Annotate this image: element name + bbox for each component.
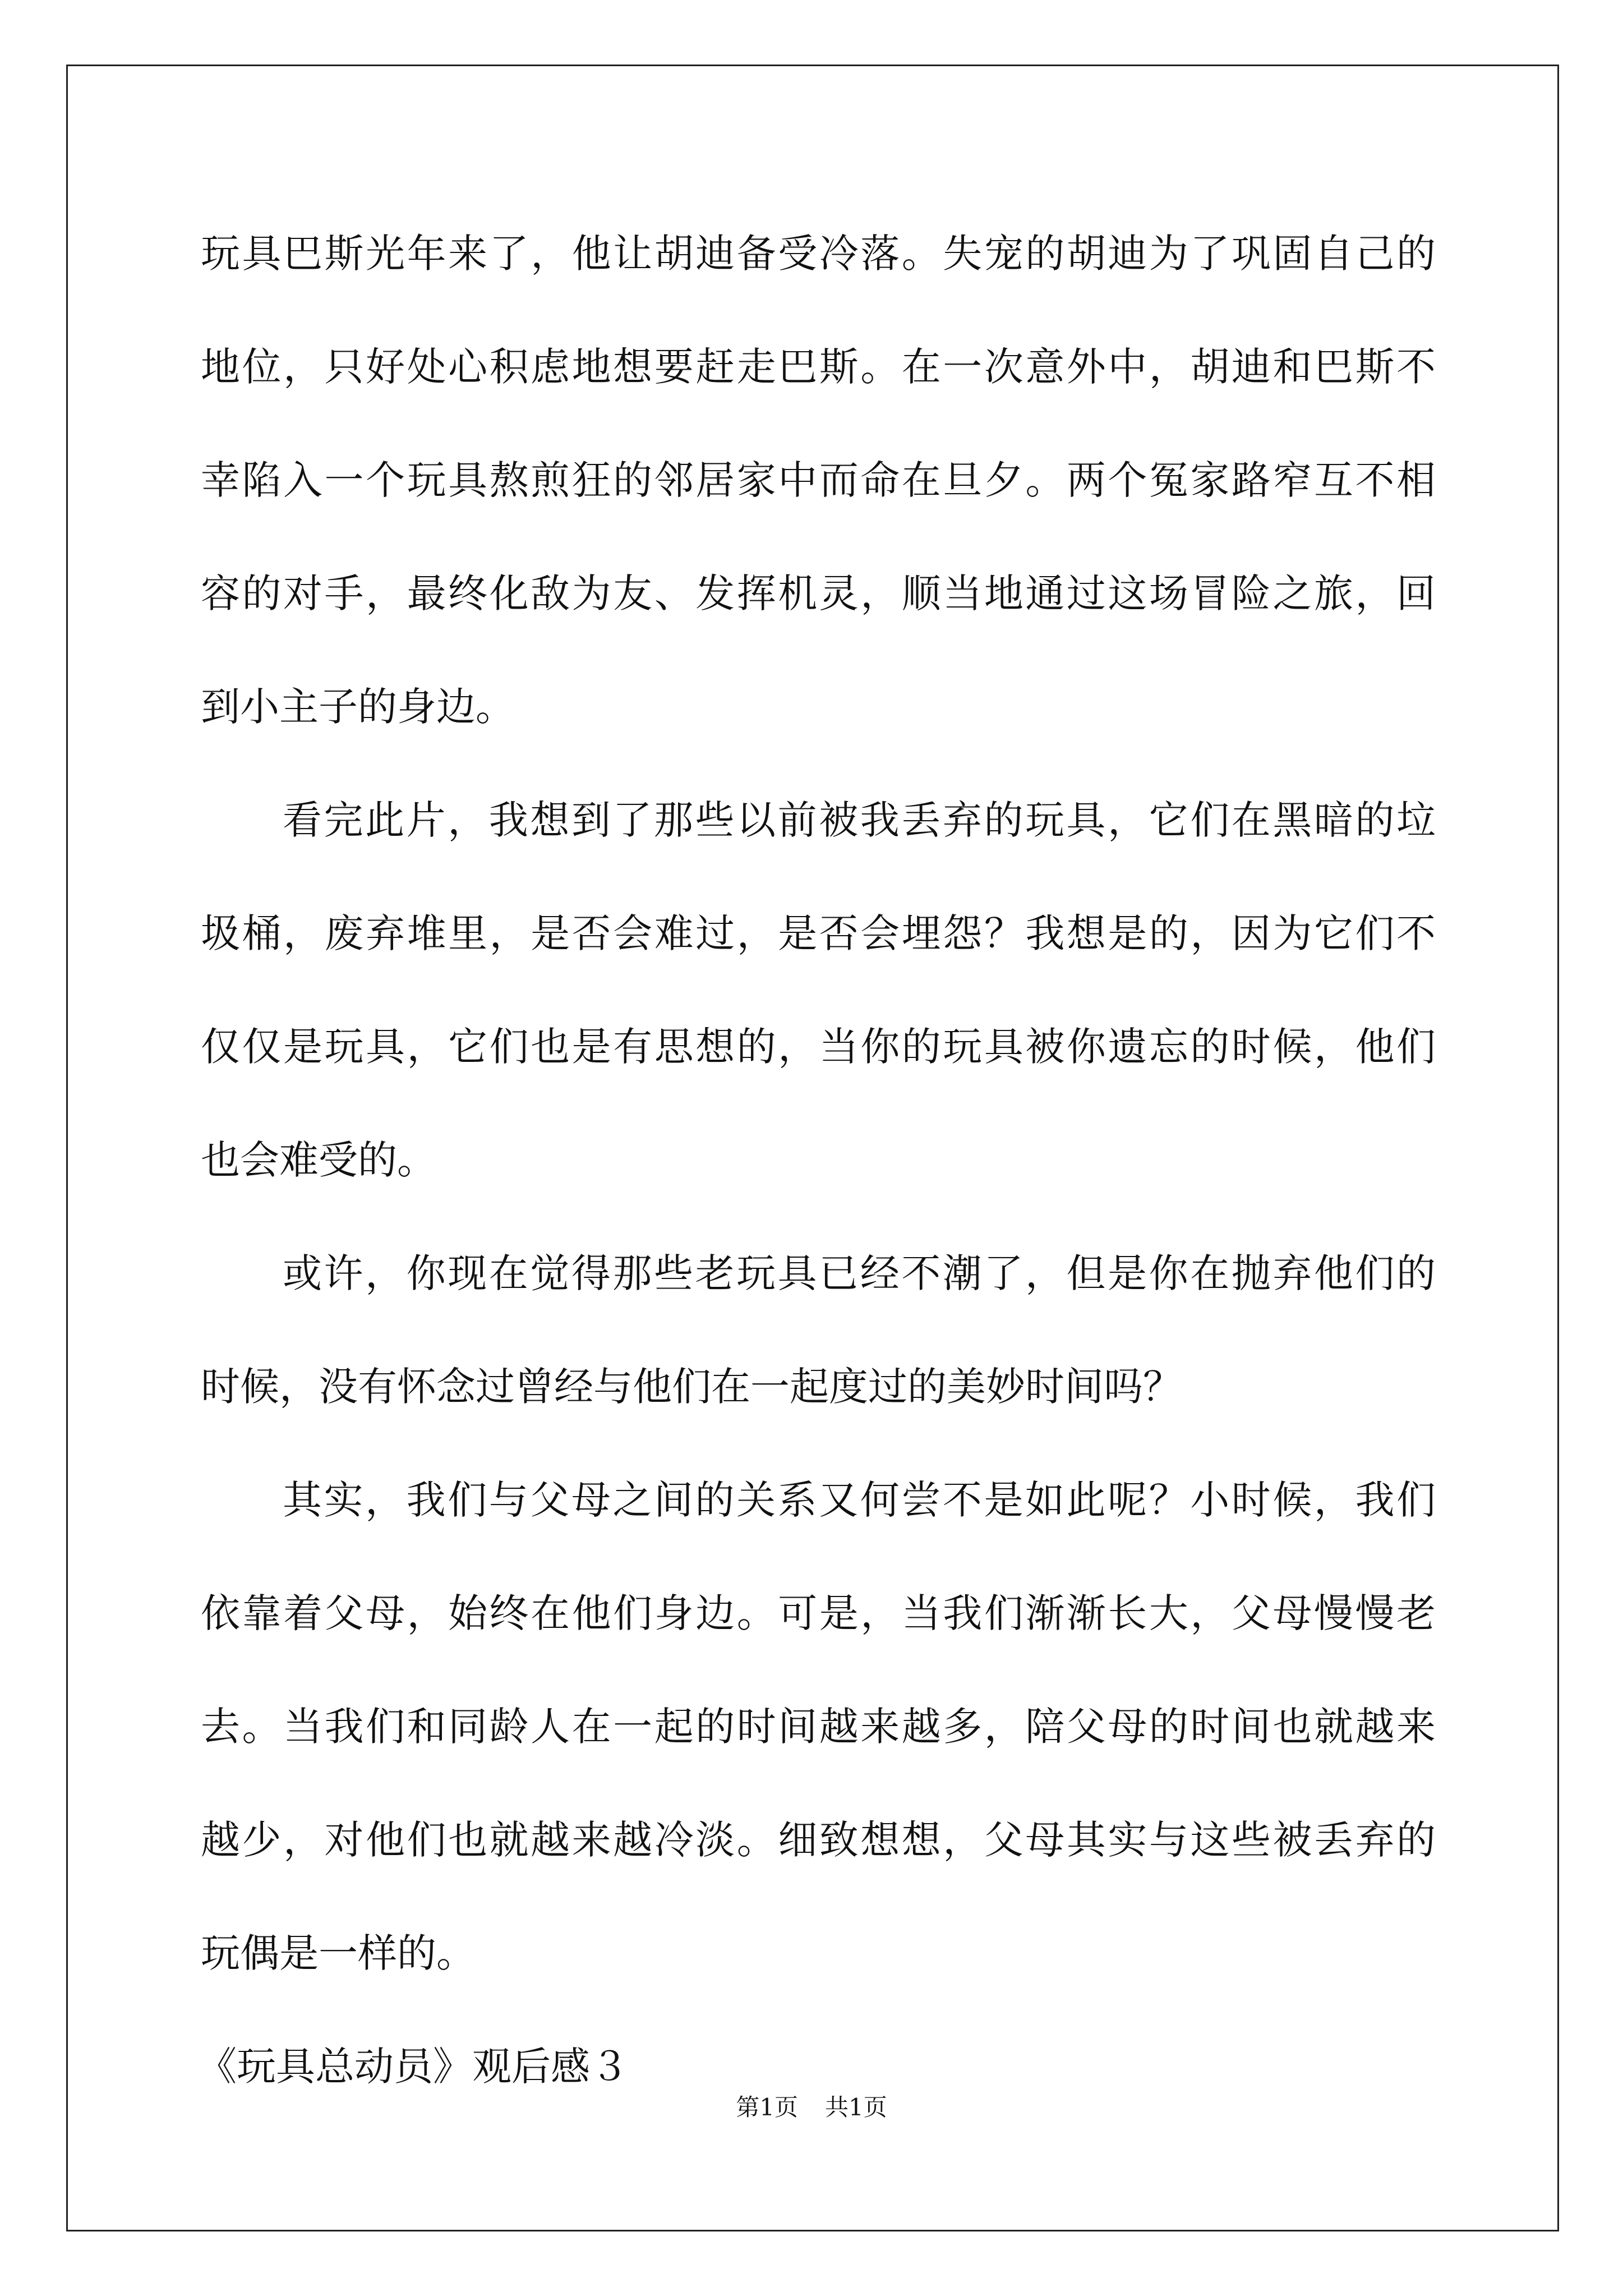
paragraph-3 — [201, 1234, 1436, 1461]
section-heading: 《玩具总动员》观后感３ — [197, 2044, 629, 2090]
total-pages: 共1页 — [825, 2093, 887, 2121]
paragraph-1 — [201, 214, 1436, 781]
page-footer — [0, 2091, 1623, 2124]
text-line: 看完此片，我想到了那些以前被我丢弃的玩具，它们在黑暗的垃 — [283, 797, 1436, 843]
text-line: 依靠着父母，始终在他们身边。可是，当我们渐渐长大，父母慢慢老 — [201, 1590, 1436, 1636]
text-line: 玩具巴斯光年来了，他让胡迪备受冷落。失宠的胡迪为了巩固自己的 — [201, 231, 1436, 277]
paragraph-2 — [201, 781, 1436, 1234]
paragraph-4 — [201, 1461, 1436, 2027]
document-body — [197, 214, 1436, 2141]
text-line: 玩偶是一样的。 — [201, 1930, 476, 1976]
text-line: 容的对手，最终化敌为友、发挥机灵，顺当地通过这场冒险之旅，回 — [201, 570, 1436, 616]
text-line: 时候，没有怀念过曾经与他们在一起度过的美妙时间吗？ — [201, 1364, 1182, 1410]
text-line: 地位，只好处心积虑地想要赶走巴斯。在一次意外中，胡迪和巴斯不 — [201, 344, 1436, 390]
text-line: 其实，我们与父母之间的关系又何尝不是如此呢？小时候，我们 — [283, 1477, 1436, 1523]
text-line: 幸陷入一个玩具熬煎狂的邻居家中而命在旦夕。两个冤家路窄互不相 — [201, 457, 1436, 503]
text-line: 圾桶，废弃堆里，是否会难过，是否会埋怨？我想是的，因为它们不 — [201, 910, 1436, 956]
text-line: 越少，对他们也就越来越冷淡。细致想想，父母其实与这些被丢弃的 — [201, 1817, 1436, 1863]
text-line: 或许，你现在觉得那些老玩具已经不潮了，但是你在抛弃他们的 — [283, 1250, 1436, 1296]
text-line: 去。当我们和同龄人在一起的时间越来越多，陪父母的时间也就越来 — [201, 1704, 1436, 1750]
text-line: 也会难受的。 — [201, 1137, 436, 1183]
text-line: 仅仅是玩具，它们也是有思想的，当你的玩具被你遗忘的时候，他们 — [201, 1024, 1436, 1070]
page-number: 第1页 — [736, 2093, 798, 2121]
text-line: 到小主子的身边。 — [201, 684, 515, 730]
